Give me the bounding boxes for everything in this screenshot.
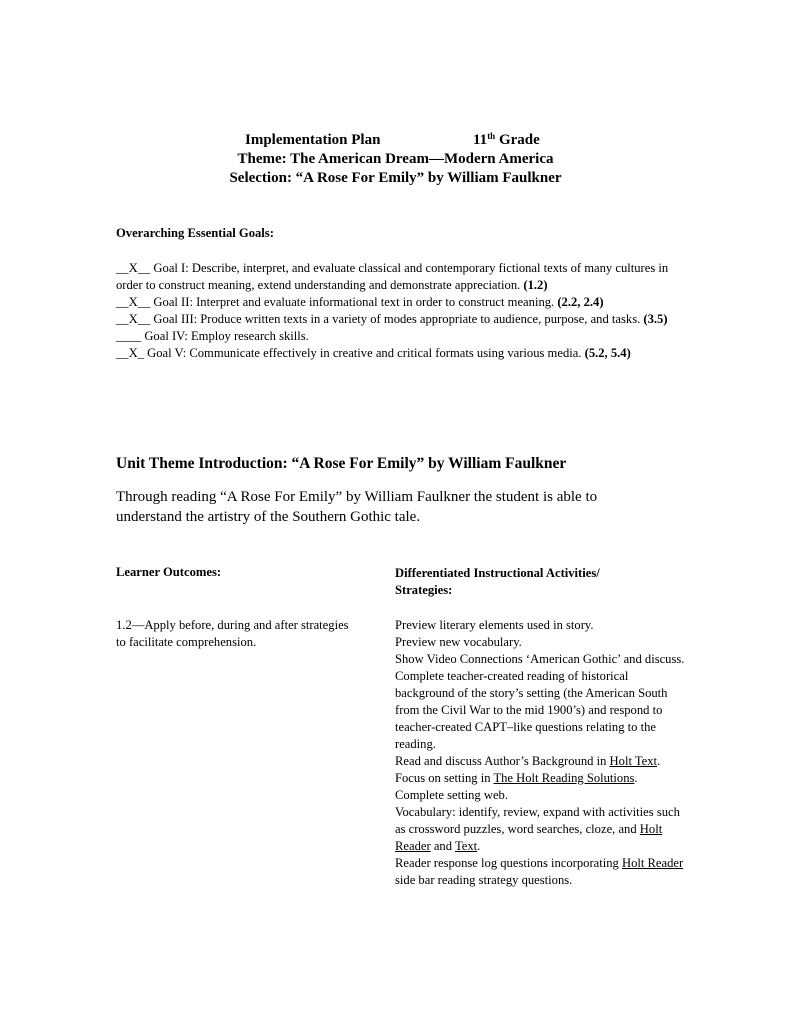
activity-item: Complete teacher-created reading of historical background of the story’s setting (the American South from the Civil War to the mid 1900’s) and respond to teacher-created CAPT–like questions relating to the reading.	[395, 669, 668, 751]
activities-list	[395, 617, 685, 889]
grade-label	[473, 131, 540, 150]
selection-line: Selection: “A Rose For Emily” by William Faulkner	[229, 170, 562, 186]
activity-text: .	[657, 754, 661, 768]
activity-item	[395, 804, 685, 855]
grade-number: 11	[473, 132, 488, 148]
theme-line: Theme: The American Dream—Modern America	[237, 151, 554, 167]
goal-text: __X_ Goal V: Communicate effectively in creative and critical formats using various media.	[116, 346, 585, 360]
activity-text: .	[477, 839, 481, 853]
learner-outcomes-heading: Learner Outcomes:	[116, 565, 222, 579]
goal-standard-code: (2.2, 2.4)	[557, 295, 604, 309]
grade-word: Grade	[498, 132, 540, 148]
goals-list	[116, 260, 676, 362]
goal-text: __X__ Goal II: Interpret and evaluate informational text in order to construct meaning.	[116, 295, 558, 309]
goal-standard-code: (5.2, 5.4)	[584, 346, 631, 360]
activity-item	[395, 753, 685, 770]
holt-reader-link: Holt Reader	[621, 856, 684, 870]
activity-item: Preview literary elements used in story.	[395, 618, 594, 632]
activity-text: Read and discuss Author’s Background in	[395, 754, 610, 768]
activity-item	[395, 855, 685, 889]
activity-text: Focus on setting in	[395, 771, 494, 785]
unit-theme-heading: Unit Theme Introduction: “A Rose For Emily” by William Faulkner	[116, 455, 567, 472]
goal-text: ____ Goal IV: Employ research skills.	[116, 329, 309, 343]
goals-heading: Overarching Essential Goals:	[116, 226, 274, 240]
text-link: Text	[454, 839, 478, 853]
activity-text: Vocabulary: identify, review, expand with activities such as crossword puzzles, word searches, cloze, and	[395, 805, 680, 836]
holt-text-link: Holt Text	[609, 754, 658, 768]
activity-text: .	[634, 771, 638, 785]
unit-theme-text: Through reading “A Rose For Emily” by William Faulkner the student is able to understand the artistry of the Southern Gothic tale.	[116, 489, 598, 525]
holt-reader-link: Holt Reader	[395, 822, 663, 853]
activity-item	[395, 770, 685, 787]
goal-standard-code: (3.5)	[643, 312, 668, 326]
document-header	[0, 131, 791, 188]
holt-reading-solutions-link: The Holt Reading Solutions	[493, 771, 635, 785]
goal-standard-code: (1.2)	[523, 278, 548, 292]
goal-item	[116, 345, 676, 362]
grade-superscript: th	[487, 131, 496, 141]
plan-label: Implementation Plan	[245, 132, 381, 148]
activity-item: Complete setting web.	[395, 788, 508, 802]
header-plan-row	[0, 131, 791, 150]
activity-text: side bar reading strategy questions.	[395, 873, 573, 887]
activity-item: Show Video Connections ‘American Gothic’ and discuss.	[395, 652, 685, 666]
learner-outcome-item: 1.2—Apply before, during and after strategies to facilitate comprehension.	[116, 618, 349, 649]
goal-item	[116, 328, 676, 345]
goal-item	[116, 311, 676, 328]
activities-heading: Differentiated Instructional Activities/ Strategies:	[395, 566, 600, 597]
goal-item	[116, 260, 676, 294]
activity-text: and	[430, 839, 455, 853]
goal-item	[116, 294, 676, 311]
goal-text: __X__ Goal I: Describe, interpret, and evaluate classical and contemporary fictional texts of many cultures in order to construct meaning, extend understanding and demonstrate appreciation.	[116, 261, 669, 292]
activity-text: Reader response log questions incorporating	[395, 856, 622, 870]
activity-item: Preview new vocabulary.	[395, 635, 522, 649]
goal-text: __X__ Goal III: Produce written texts in a variety of modes appropriate to audience, purpose, and tasks.	[116, 312, 644, 326]
